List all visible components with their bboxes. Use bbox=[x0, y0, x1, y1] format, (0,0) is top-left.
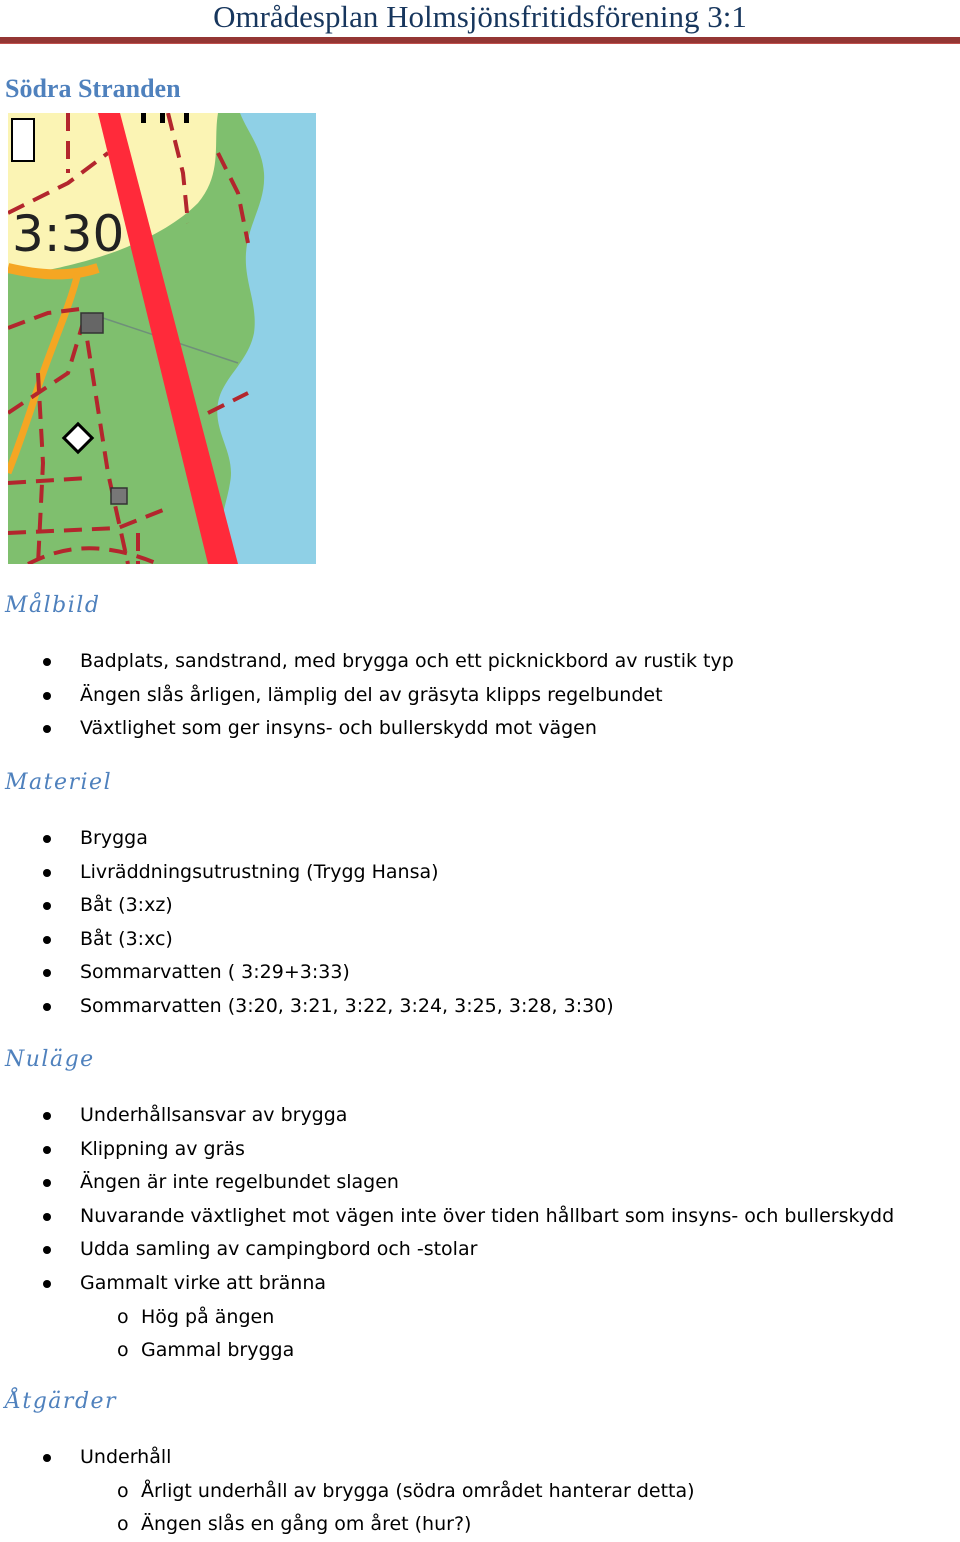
list-malbild bbox=[0, 645, 940, 746]
list-atgarder bbox=[0, 1441, 940, 1542]
list-item: Nuvarande växtlighet mot vägen inte över tiden hållbart som insyns- och bullerskydd bbox=[0, 1200, 940, 1234]
list-item: Livräddningsutrustning (Trygg Hansa) bbox=[0, 856, 940, 890]
list-item: Båt (3:xz) bbox=[0, 889, 940, 923]
sub-list-item: o Hög på ängen bbox=[0, 1301, 940, 1335]
area-map bbox=[8, 113, 316, 564]
list-item: Sommarvatten ( 3:29+3:33) bbox=[0, 956, 940, 990]
heading-materiel: Materiel bbox=[5, 770, 113, 795]
list-item: Sommarvatten (3:20, 3:21, 3:22, 3:24, 3:25, 3:28, 3:30) bbox=[0, 990, 940, 1024]
list-item: Underhåll bbox=[0, 1441, 940, 1475]
list-item: Ängen slås årligen, lämplig del av gräsyta klipps regelbundet bbox=[0, 679, 940, 713]
list-item: Ängen är inte regelbundet slagen bbox=[0, 1166, 940, 1200]
list-item: Brygga bbox=[0, 822, 940, 856]
map-label: 3:30 bbox=[12, 205, 125, 263]
document-title-text: Områdesplan Holmsjönsfritidsförening 3:1 bbox=[213, 0, 747, 34]
list-item: Underhållsansvar av brygga bbox=[0, 1099, 940, 1133]
list-item: Udda samling av campingbord och -stolar bbox=[0, 1233, 940, 1267]
document-title bbox=[0, 0, 960, 36]
list-item: Gammalt virke att bränna bbox=[0, 1267, 940, 1301]
list-materiel bbox=[0, 822, 940, 1024]
list-nulage bbox=[0, 1099, 940, 1368]
list-item: Klippning av gräs bbox=[0, 1133, 940, 1167]
heading-nulage: Nuläge bbox=[5, 1047, 95, 1072]
heading-malbild: Målbild bbox=[5, 593, 101, 618]
sub-list-item: o Ängen slås en gång om året (hur?) bbox=[0, 1508, 940, 1542]
sub-list-item: o Gammal brygga bbox=[0, 1334, 940, 1368]
list-item: Båt (3:xc) bbox=[0, 923, 940, 957]
sub-list-item: o Årligt underhåll av brygga (södra området hanterar detta) bbox=[0, 1475, 940, 1509]
list-item: Växtlighet som ger insyns- och bullerskydd mot vägen bbox=[0, 712, 940, 746]
section-heading: Södra Stranden bbox=[5, 74, 181, 103]
list-item: Badplats, sandstrand, med brygga och ett picknickbord av rustik typ bbox=[0, 645, 940, 679]
heading-atgarder: Åtgärder bbox=[5, 1389, 118, 1414]
title-rule bbox=[0, 37, 960, 44]
